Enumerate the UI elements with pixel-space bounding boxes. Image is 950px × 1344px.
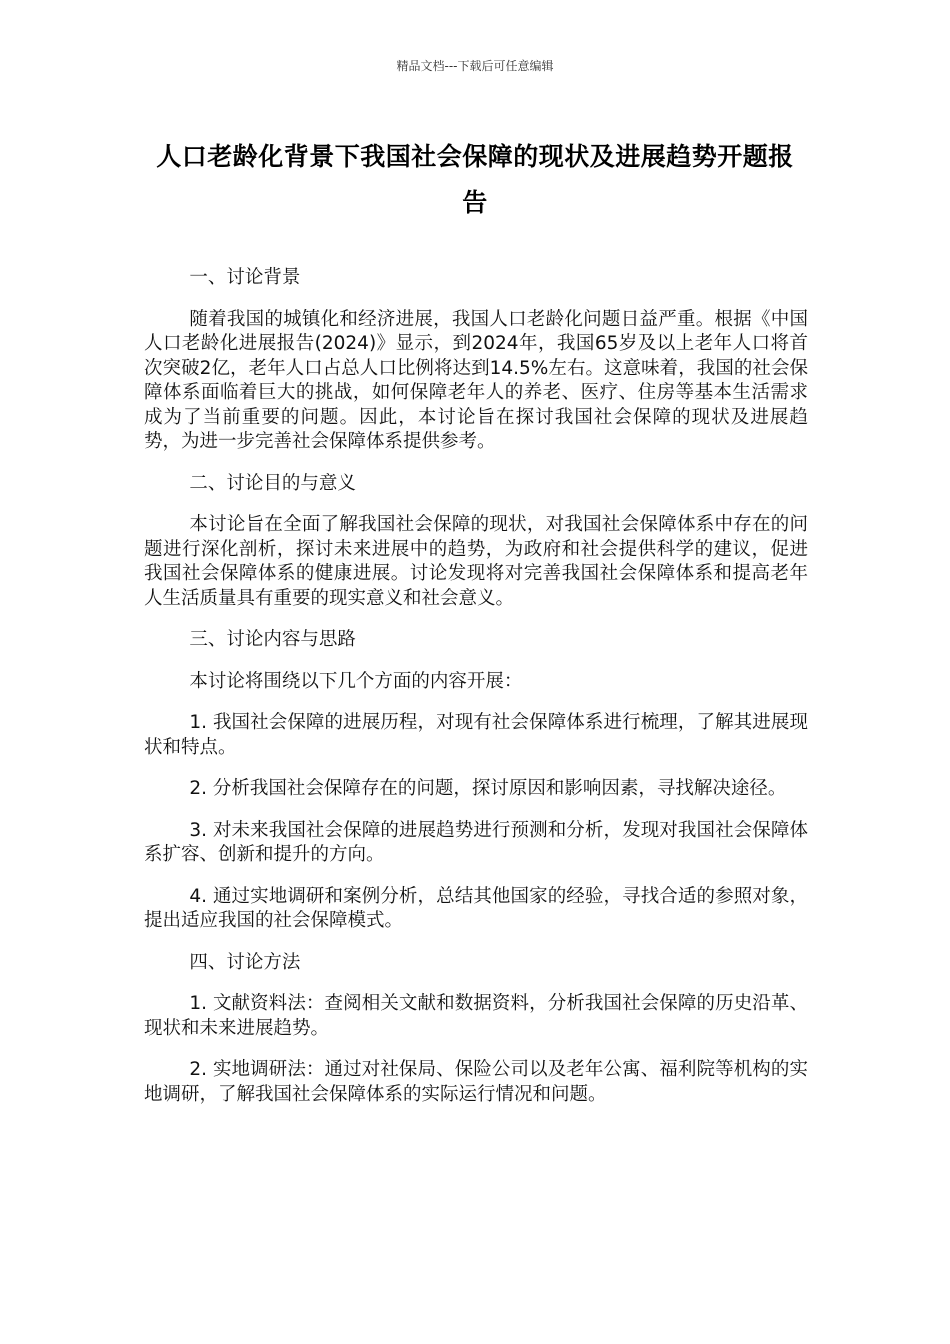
list-item-method-1: 1. 文献资料法：查阅相关文献和数据资料，分析我国社会保障的历史沿革、现状和未来进展趋势。 [144, 993, 808, 1039]
section-heading-methods: 四、讨论方法 [189, 951, 301, 973]
section-heading-purpose: 二、讨论目的与意义 [189, 472, 356, 494]
paragraph-content-intro: 本讨论将围绕以下几个方面的内容开展： [189, 670, 523, 692]
section-heading-background: 一、讨论背景 [189, 267, 301, 288]
list-item-content-4: 4. 通过实地调研和案例分析，总结其他国家的经验，寻找合适的参照对象，提出适应我国的社会保障模式。 [144, 885, 808, 931]
paragraph-background: 随着我国的城镇化和经济进展，我国人口老龄化问题日益严重。根据《中国人口老龄化进展报告(2024)》显示，到2024年，我国65岁及以上老年人口将首次突破2亿，老年人口占总人口比例将达到14.5%左右。这意味着，我国的社会保障体系面临着巨大的挑战，如何保障老年人的养老、医疗、住房等基本生活需求成为了当前重要的问题。因此，本讨论旨在探讨我国社会保障的现状及进展趋势，为进一步完善社会保障体系提供参考。 [144, 308, 808, 452]
list-item-content-1: 1. 我国社会保障的进展历程，对现有社会保障体系进行梳理，了解其进展现状和特点。 [144, 712, 808, 758]
list-item-method-2: 2. 实地调研法：通过对社保局、保险公司以及老年公寓、福利院等机构的实地调研，了解我国社会保障体系的实际运行情况和问题。 [144, 1059, 808, 1105]
document-body [144, 266, 808, 1124]
section-heading-content: 三、讨论内容与思路 [189, 629, 356, 650]
list-item-content-3: 3. 对未来我国社会保障的进展趋势进行预测和分析，发现对我国社会保障体系扩容、创新和提升的方向。 [144, 819, 808, 865]
list-item-content-2: 2. 分析我国社会保障存在的问题，探讨原因和影响因素，寻找解决途径。 [189, 778, 787, 799]
document-title: 人口老龄化背景下我国社会保障的现状及进展趋势开题报告 [156, 142, 794, 217]
paragraph-purpose: 本讨论旨在全面了解我国社会保障的现状，对我国社会保障体系中存在的问题进行深化剖析，探讨未来进展中的趋势，为政府和社会提供科学的建议，促进我国社会保障体系的健康进展。讨论发现将对完善我国社会保障体系和提高老年人生活质量具有重要的现实意义和社会意义。 [144, 514, 808, 609]
header-note: 精品文档---下载后可任意编辑 [396, 59, 554, 73]
